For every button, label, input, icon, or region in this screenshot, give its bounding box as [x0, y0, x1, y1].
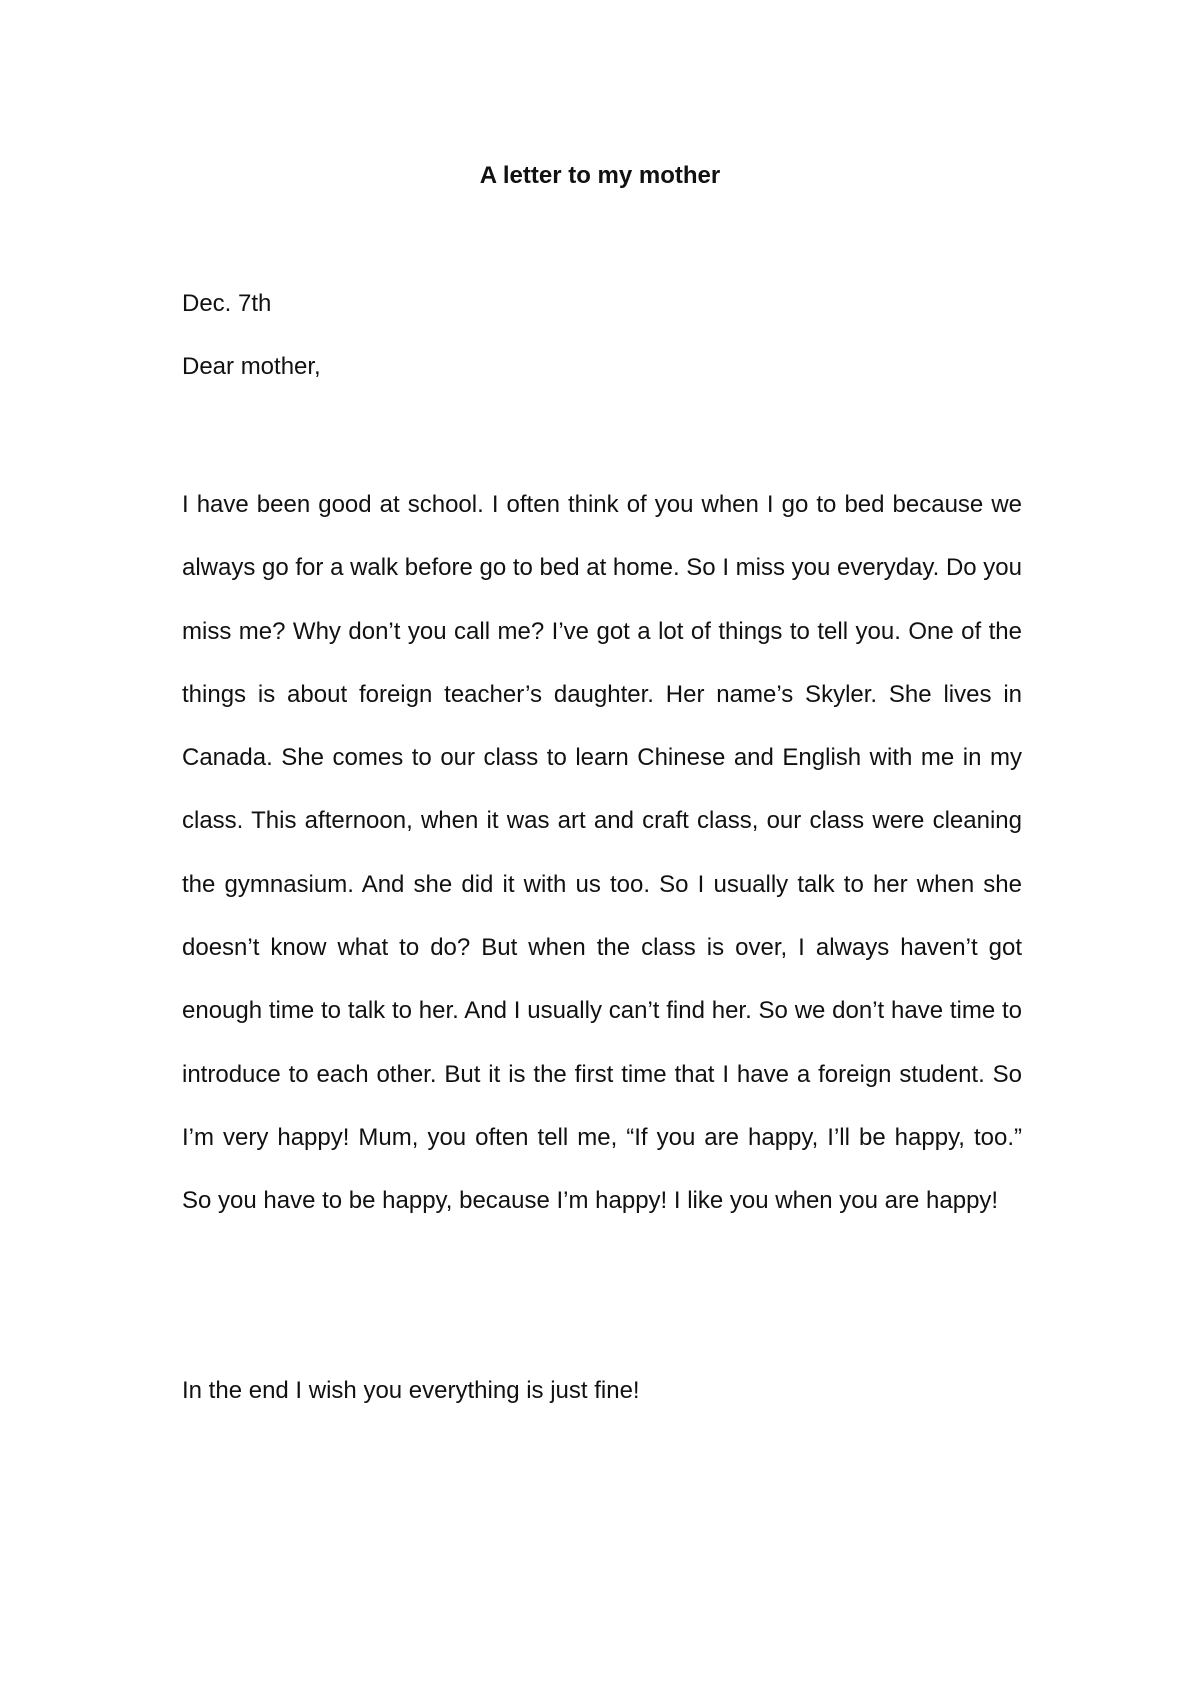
letter-date: Dec. 7th — [182, 290, 272, 317]
letter-closing: In the end I wish you everything is just fine! — [182, 1377, 640, 1404]
letter-body-paragraph: I have been good at school. I often think of you when I go to bed because we always go for a walk before go to bed at home. So I miss you everyday. Do you miss me? Why don’t you call me? I’ve got a lot of things to tell you. One of the things is about foreign teacher’s daughter. Her name’s Skyler. She lives in Canada. She comes to our class to learn Chinese and English with me in my class. This afternoon, when it was art and craft class, our class were cleaning the gymnasium. And she did it with us too. So I usually talk to her when she doesn’t know what to do? But when the class is over, I always haven’t got enough time to talk to her. And I usually can’t find her. So we don’t have time to introduce to each other. But it is the first time that I have a foreign student. So I’m very happy! Mum, you often tell me, “If you are happy, I’ll be happy, too.” So you have to be happy, because I’m happy! I like you when you are happy! — [182, 491, 1022, 1215]
letter-salutation: Dear mother, — [182, 353, 321, 380]
letter-title: A letter to my mother — [479, 162, 721, 189]
